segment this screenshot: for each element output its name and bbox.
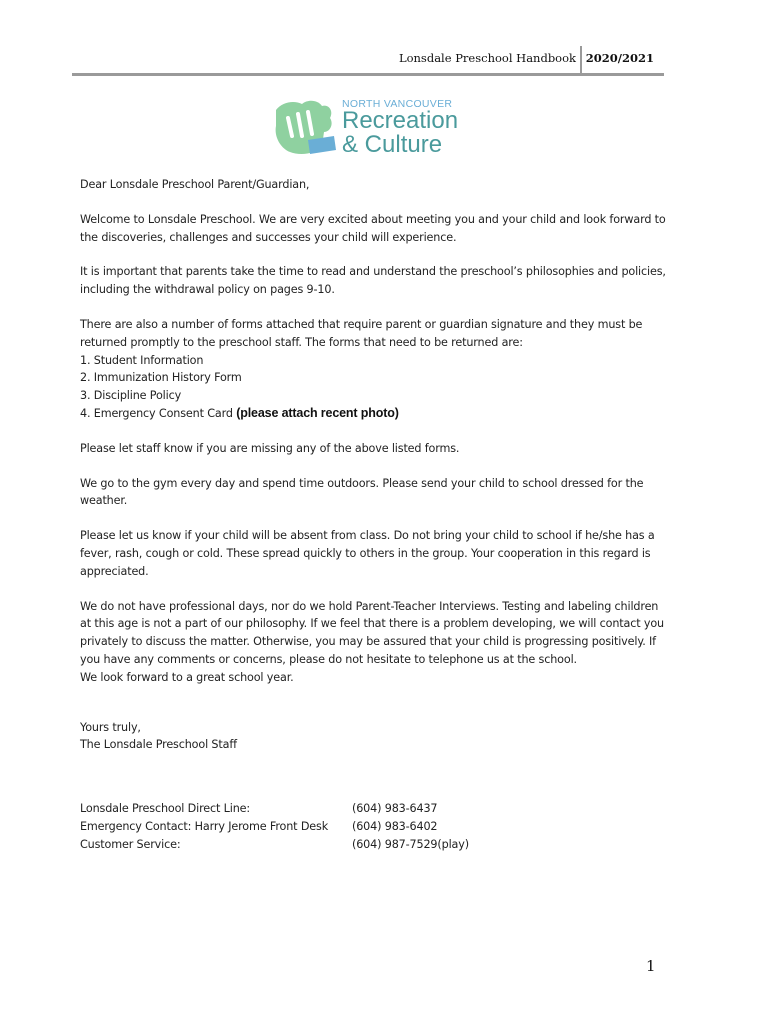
closing: Yours truly, <box>80 720 141 734</box>
logo-subtitle: NORTH VANCOUVER <box>342 98 453 110</box>
contact-label: Customer Service: <box>80 838 181 851</box>
letter-body <box>80 176 670 754</box>
paragraph-philosophy <box>80 598 670 687</box>
photo-note: (please attach recent photo) <box>236 405 399 420</box>
contact-row <box>80 800 500 818</box>
list-item: 1. Student Information <box>80 353 204 367</box>
closing-wish: We look forward to a great school year. <box>80 670 294 684</box>
page-header <box>72 46 664 76</box>
contact-label: Emergency Contact: Harry Jerome Front Desk <box>80 820 329 833</box>
forms-intro: There are also a number of forms attached that require parent or guardian signature and they must be returned promptly to the preschool staff. The forms that need to be returned are: <box>80 317 643 349</box>
recreation-culture-logo <box>272 94 472 160</box>
contact-label: Lonsdale Preschool Direct Line: <box>80 802 251 815</box>
paragraph-policies: It is important that parents take the time to read and understand the preschool’s philosophies and policies, including the withdrawal policy on pages 9-10. <box>80 265 666 297</box>
list-item: 2. Immunization History Form <box>80 371 242 385</box>
paragraph-forms <box>80 316 670 352</box>
list-item: 4. Emergency Consent Card (please attach recent photo) <box>80 405 399 420</box>
paragraph-absence: Please let us know if your child will be absent from class. Do not bring your child to school if he/she has a fever, rash, cough or cold. These spread quickly to others in the group. Your cooperation in this regard is appreciated. <box>80 529 655 578</box>
contact-phone: (604) 983-6437 <box>352 802 438 815</box>
paragraph-gym: We go to the gym every day and spend time outdoors. Please send your child to school dressed for the weather. <box>80 476 644 508</box>
contact-row <box>80 818 500 836</box>
list-item: 3. Discipline Policy <box>80 389 182 403</box>
contact-phone: (604) 983-6402 <box>352 820 438 833</box>
salutation: Dear Lonsdale Preschool Parent/Guardian, <box>80 178 310 191</box>
hand-logo-icon <box>272 96 338 158</box>
paragraph-missing-forms: Please let staff know if you are missing any of the above listed forms. <box>80 441 460 455</box>
logo-line1: Recreation <box>342 107 459 134</box>
contact-row <box>80 836 500 854</box>
contact-list <box>80 800 500 854</box>
header-year: 2020/2021 <box>585 51 654 65</box>
signature: The Lonsdale Preschool Staff <box>80 738 237 752</box>
paragraph-welcome: Welcome to Lonsdale Preschool. We are very excited about meeting you and your child and look forward to the discoveries, challenges and successes your child will experience. <box>80 212 666 244</box>
contact-phone: (604) 987-7529(play) <box>352 838 469 851</box>
header-rule <box>72 73 664 76</box>
page-number: 1 <box>646 957 656 975</box>
header-title: Lonsdale Preschool Handbook <box>398 51 576 65</box>
logo-line2: & Culture <box>342 131 443 158</box>
philosophy-text: We do not have professional days, nor do we hold Parent-Teacher Interviews. Testing and labeling children at this age is not a part of our philosophy. If we feel that there is a problem developing, we will contact you privately to discuss the matter. Otherwise, you may be assured that your child is progressing positively. If you have any comments or concerns, please do not hesitate to telephone us at the school. <box>80 599 664 666</box>
header-separator <box>580 46 582 73</box>
forms-list <box>80 352 670 423</box>
